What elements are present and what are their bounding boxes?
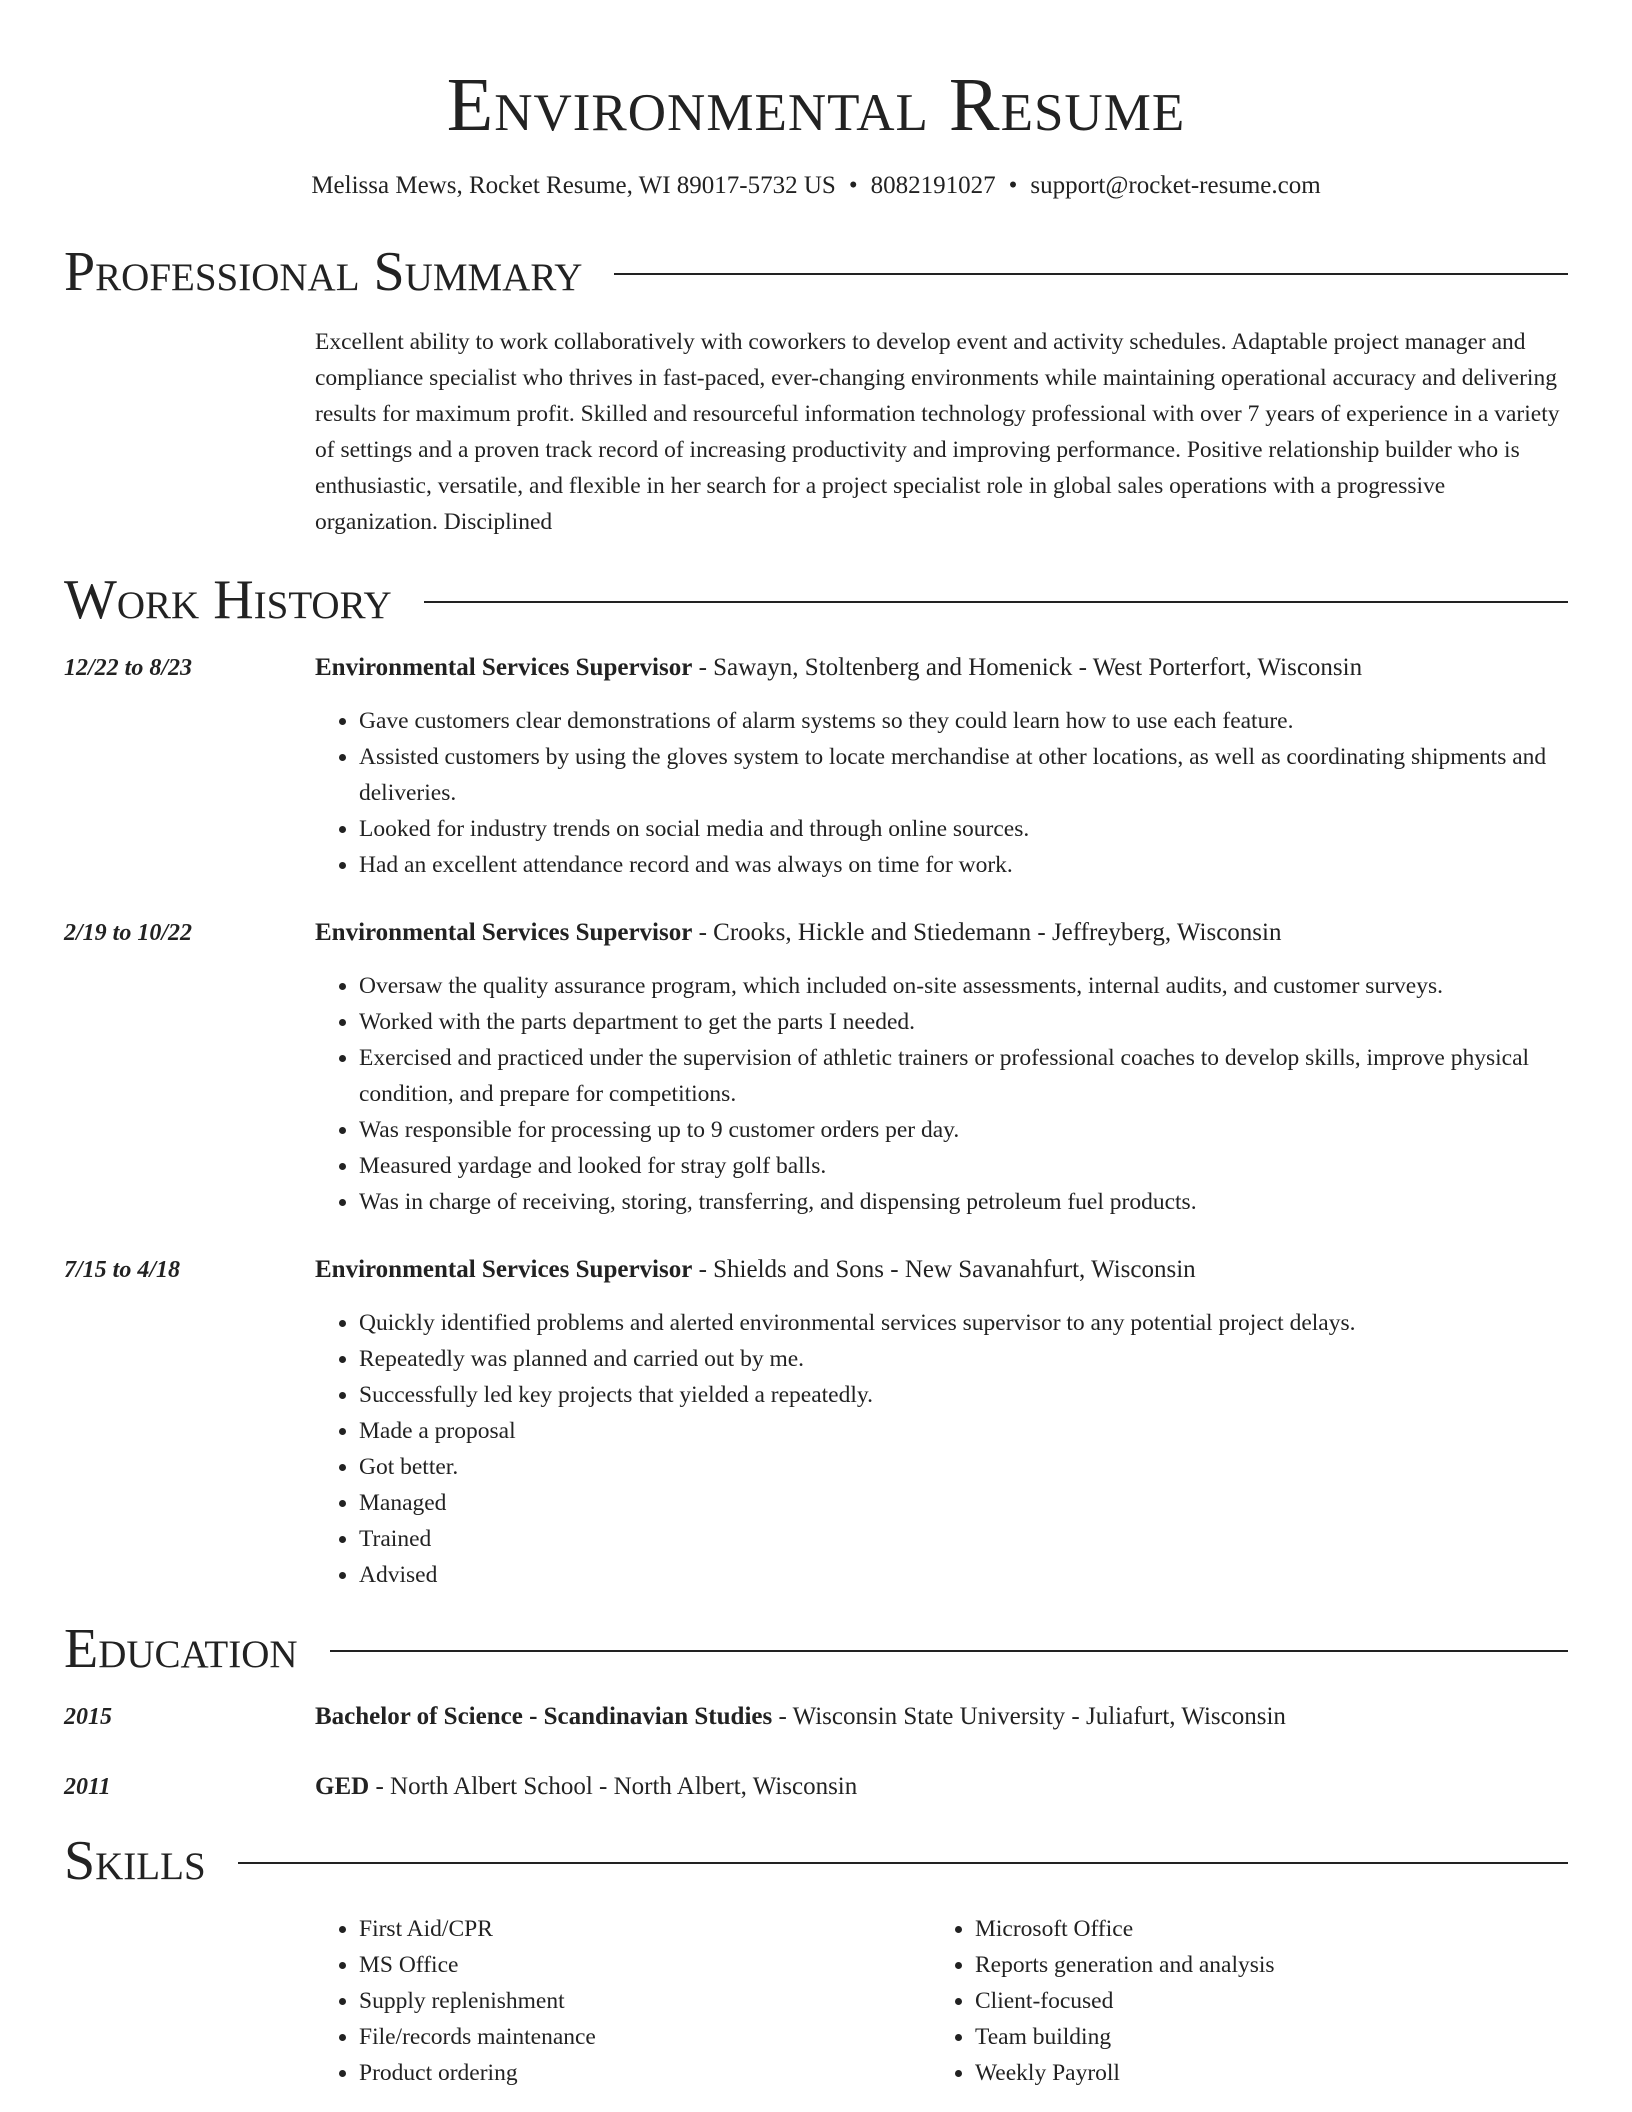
resume-page xyxy=(64,0,1568,2091)
education-heading xyxy=(315,1699,1568,1735)
job-dates: 7/15 to 4/18 xyxy=(64,1257,181,1283)
section-title: Education xyxy=(64,1618,298,1680)
job-entry xyxy=(64,1252,1568,1593)
education-details: - North Albert School - North Albert, Wisconsin xyxy=(369,1773,858,1800)
section-divider xyxy=(330,1650,1568,1652)
education-degree: GED xyxy=(315,1773,370,1800)
work-section-header xyxy=(64,568,1568,632)
list-item: • Managed xyxy=(359,1485,1568,1521)
list-item: • Quickly identified problems and alerted environmental services supervisor to any potential project delays. xyxy=(359,1305,1568,1341)
list-item: • Looked for industry trends on social media and through online sources. xyxy=(359,811,1568,847)
education-year: 2011 xyxy=(64,1774,111,1800)
job-title: Environmental Services Supervisor xyxy=(315,654,693,681)
list-item: • Assisted customers by using the gloves system to locate merchandise at other locations, as well as coordinating shipments and deliveries. xyxy=(359,739,1568,811)
summary-section-header xyxy=(64,240,1568,304)
section-divider xyxy=(238,1862,1568,1864)
list-item: • Advised xyxy=(359,1557,1568,1593)
education-entry xyxy=(64,1699,1568,1735)
education-details: - Wisconsin State University - Juliafurt, Wisconsin xyxy=(772,1703,1286,1730)
list-item: • Made a proposal xyxy=(359,1413,1568,1449)
contact-separator: • xyxy=(1008,172,1018,199)
job-title: Environmental Services Supervisor xyxy=(315,919,693,946)
section-divider xyxy=(614,273,1568,275)
list-item: • Worked with the parts department to get the parts I needed. xyxy=(359,1004,1568,1040)
skills-column-left xyxy=(315,1911,931,2091)
skill-item: • Reports generation and analysis xyxy=(975,1947,1547,1983)
skill-item: • File/records maintenance xyxy=(359,2019,931,2055)
contact-email: support@rocket-resume.com xyxy=(1030,172,1321,199)
job-entry xyxy=(64,915,1568,1220)
section-divider xyxy=(424,601,1568,603)
skill-item: • Product ordering xyxy=(359,2055,931,2091)
skill-item: • First Aid/CPR xyxy=(359,1911,931,1947)
section-title: Skills xyxy=(64,1830,206,1892)
document-title: Environmental Resume xyxy=(446,63,1186,147)
list-item: • Exercised and practiced under the supervision of athletic trainers or professional coaches to develop skills, improve physical condition, and prepare for competitions. xyxy=(359,1040,1568,1112)
job-bullets xyxy=(315,703,1568,883)
list-item: • Was responsible for processing up to 9 customer orders per day. xyxy=(359,1112,1568,1148)
list-item: • Trained xyxy=(359,1521,1568,1557)
job-heading xyxy=(315,1252,1568,1288)
list-item: • Got better. xyxy=(359,1449,1568,1485)
job-bullets xyxy=(315,968,1568,1220)
list-item: • Was in charge of receiving, storing, transferring, and dispensing petroleum fuel products. xyxy=(359,1184,1568,1220)
job-heading xyxy=(315,915,1568,951)
job-details: - Shields and Sons - New Savanahfurt, Wisconsin xyxy=(692,1256,1196,1283)
contact-line xyxy=(64,170,1568,202)
skills-list xyxy=(315,1911,1568,2091)
job-title: Environmental Services Supervisor xyxy=(315,1256,693,1283)
list-item: • Measured yardage and looked for stray golf balls. xyxy=(359,1148,1568,1184)
list-item: • Repeatedly was planned and carried out by me. xyxy=(359,1341,1568,1377)
education-year: 2015 xyxy=(64,1704,112,1730)
job-details: - Sawayn, Stoltenberg and Homenick - West Porterfort, Wisconsin xyxy=(692,654,1363,681)
section-title: Work History xyxy=(64,569,392,631)
job-dates: 12/22 to 8/23 xyxy=(64,655,193,681)
skills-column-right xyxy=(931,1911,1547,2091)
skill-item: • MS Office xyxy=(359,1947,931,1983)
list-item: • Gave customers clear demonstrations of alarm systems so they could learn how to use each feature. xyxy=(359,703,1568,739)
list-item: • Successfully led key projects that yielded a repeatedly. xyxy=(359,1377,1568,1413)
job-entry xyxy=(64,650,1568,883)
job-dates: 2/19 to 10/22 xyxy=(64,920,193,946)
job-details: - Crooks, Hickle and Stiedemann - Jeffreyberg, Wisconsin xyxy=(692,919,1282,946)
education-degree: Bachelor of Science - Scandinavian Studies xyxy=(315,1703,773,1730)
job-heading xyxy=(315,650,1568,686)
contact-separator: • xyxy=(848,172,858,199)
list-item: • Had an excellent attendance record and was always on time for work. xyxy=(359,847,1568,883)
skill-item: • Client-focused xyxy=(975,1983,1547,2019)
contact-address: Melissa Mews, Rocket Resume, WI 89017-5732 US xyxy=(311,172,836,199)
education-entry xyxy=(64,1769,1568,1805)
job-bullets xyxy=(315,1305,1568,1593)
contact-phone: 8082191027 xyxy=(870,172,996,199)
section-title: Professional Summary xyxy=(64,241,583,303)
skill-item: • Team building xyxy=(975,2019,1547,2055)
skills-section-header xyxy=(64,1829,1568,1893)
education-section-header xyxy=(64,1617,1568,1681)
list-item: • Oversaw the quality assurance program, which included on-site assessments, internal audits, and customer surveys. xyxy=(359,968,1568,1004)
skill-item: • Microsoft Office xyxy=(975,1911,1547,1947)
skill-item: • Weekly Payroll xyxy=(975,2055,1547,2091)
education-heading xyxy=(315,1769,1568,1805)
skill-item: • Supply replenishment xyxy=(359,1983,931,2019)
summary-text: Excellent ability to work collaboratively with coworkers to develop event and activity schedules. Adaptable project manager and compliance specialist who thrives in fast-paced, ever-changing environments while maintaining operational accuracy and delivering results for maximum profit. Skilled and resourceful information technology professional with over 7 years of experience in a variety of settings and a proven track record of increasing productivity and improving performance. Positive relationship builder who is enthusiastic, versatile, and flexible in her search for a project specialist role in global sales operations with a progressive organization. Disciplined xyxy=(315,329,1560,535)
